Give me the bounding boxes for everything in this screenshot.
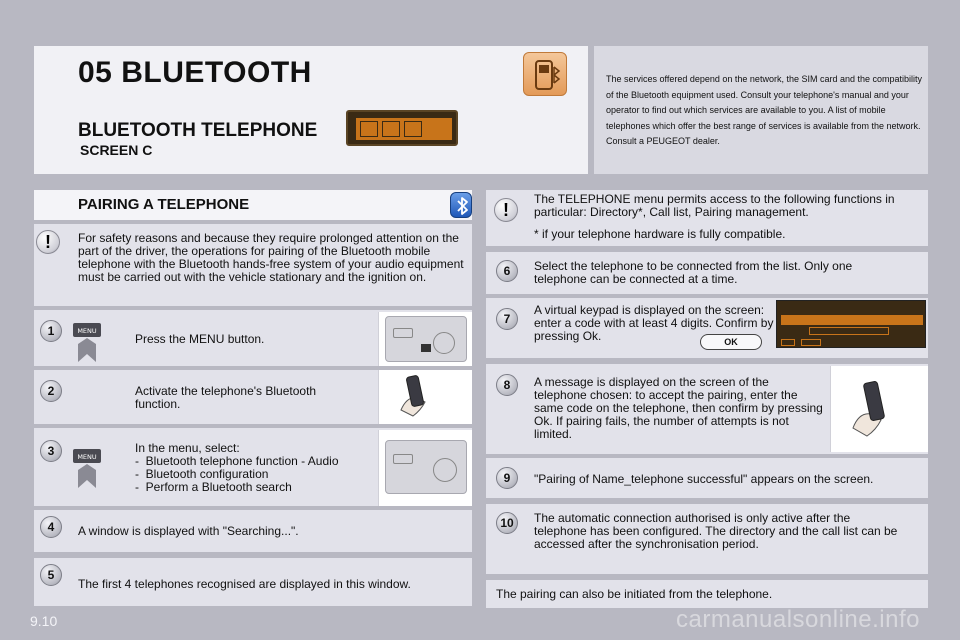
phone-hand-thumbnail-2 xyxy=(378,370,472,424)
step-8-text: A message is displayed on the screen of the telephone chosen: to accept the pairing, enter the same code on the telephone, then confirm by pressing Ok. If pairing fails, the number of attempts is not limited. xyxy=(534,375,823,441)
step-10-badge: 10 xyxy=(496,512,518,534)
step-3-badge: 3 xyxy=(40,440,62,462)
step-4-text: A window is displayed with "Searching...". xyxy=(78,524,299,538)
screen-label: SCREEN C xyxy=(80,142,153,158)
final-note: The pairing can also be initiated from the telephone. xyxy=(496,587,773,601)
page-number: 9.10 xyxy=(30,613,58,629)
ok-button-label: OK xyxy=(724,337,738,347)
step-7-badge: 7 xyxy=(496,308,518,330)
step-3-intro: In the menu, select: xyxy=(135,441,240,455)
step-3-item-2: - Bluetooth configuration xyxy=(135,467,269,481)
step-7-text: A virtual keypad is displayed on the screen: enter a code with at least 4 digits. Confirm by pressing Ok. xyxy=(534,303,774,343)
step-9-badge: 9 xyxy=(496,467,518,489)
screen-c-thumbnail xyxy=(346,110,458,146)
step-10-text: The automatic connection authorised is only active after the telephone has been configured. The directory and the call list can be accessed after the synchronisation period. xyxy=(534,511,898,551)
telephone-menu-note: The TELEPHONE menu permits access to the following functions in particular: Directory*, Call list, Pairing management. xyxy=(534,192,895,219)
step-3-item-3: - Perform a Bluetooth search xyxy=(135,480,292,494)
step-9-text: "Pairing of Name_telephone successful" appears on the screen. xyxy=(534,472,874,486)
warning-icon: ! xyxy=(36,230,60,254)
menu-button-label-2: MENU xyxy=(77,453,97,461)
page-title: BLUETOOTH xyxy=(121,56,312,89)
watermark: carmanualsonline.info xyxy=(676,606,920,633)
step-2-badge: 2 xyxy=(40,380,62,402)
step-3-item-1: - Bluetooth telephone function - Audio xyxy=(135,454,339,468)
radio-thumbnail-3 xyxy=(378,430,472,506)
chapter-title xyxy=(78,56,312,90)
menu-button-icon-2 xyxy=(72,448,102,492)
menu-button-icon xyxy=(72,322,102,366)
step-6-badge: 6 xyxy=(496,260,518,282)
step-1-badge: 1 xyxy=(40,320,62,342)
bluetooth-icon xyxy=(450,192,472,218)
step-3-text xyxy=(135,442,375,494)
safety-warning-text: For safety reasons and because they require prolonged attention on the part of the driver, the operations for pairing of the Bluetooth mobile telephone with the Bluetooth hands-free system of your audio equipment must be carried out with the vehicle stationary and the ignition on. xyxy=(78,231,464,284)
step-5-badge: 5 xyxy=(40,564,62,586)
compatibility-footnote: * if your telephone hardware is fully compatible. xyxy=(534,227,786,241)
step-1-text: Press the MENU button. xyxy=(135,332,265,346)
virtual-keypad-screen xyxy=(776,300,926,348)
ok-button xyxy=(700,334,762,350)
step-8-badge: 8 xyxy=(496,374,518,396)
phone-hand-thumbnail-8 xyxy=(830,366,928,452)
pairing-title: PAIRING A TELEPHONE xyxy=(78,196,250,213)
menu-button-label: MENU xyxy=(77,327,97,335)
section-subtitle: BLUETOOTH TELEPHONE xyxy=(78,120,318,141)
step-4-badge: 4 xyxy=(40,516,62,538)
hand-phone-icon-2 xyxy=(831,366,929,452)
step-2-text: Activate the telephone's Bluetooth function. xyxy=(135,384,317,411)
warning-icon-2: ! xyxy=(494,198,518,222)
step-6-text: Select the telephone to be connected from the list. Only one telephone can be connected at a time. xyxy=(534,259,853,286)
radio-thumbnail-1 xyxy=(378,312,472,366)
hand-phone-icon xyxy=(379,370,473,424)
bluetooth-phone-icon xyxy=(523,52,567,96)
chapter-number: 05 xyxy=(78,56,113,89)
services-info: The services offered depend on the network, the SIM card and the compatibility of the Bluetooth equipment used. Consult your telephone's manual and your operator to find out which services are available to you. A list of mobile telephones which offer the best range of services is available from the network. Consult a PEUGEOT dealer. xyxy=(606,74,923,146)
step-5-text: The first 4 telephones recognised are displayed in this window. xyxy=(78,577,411,591)
